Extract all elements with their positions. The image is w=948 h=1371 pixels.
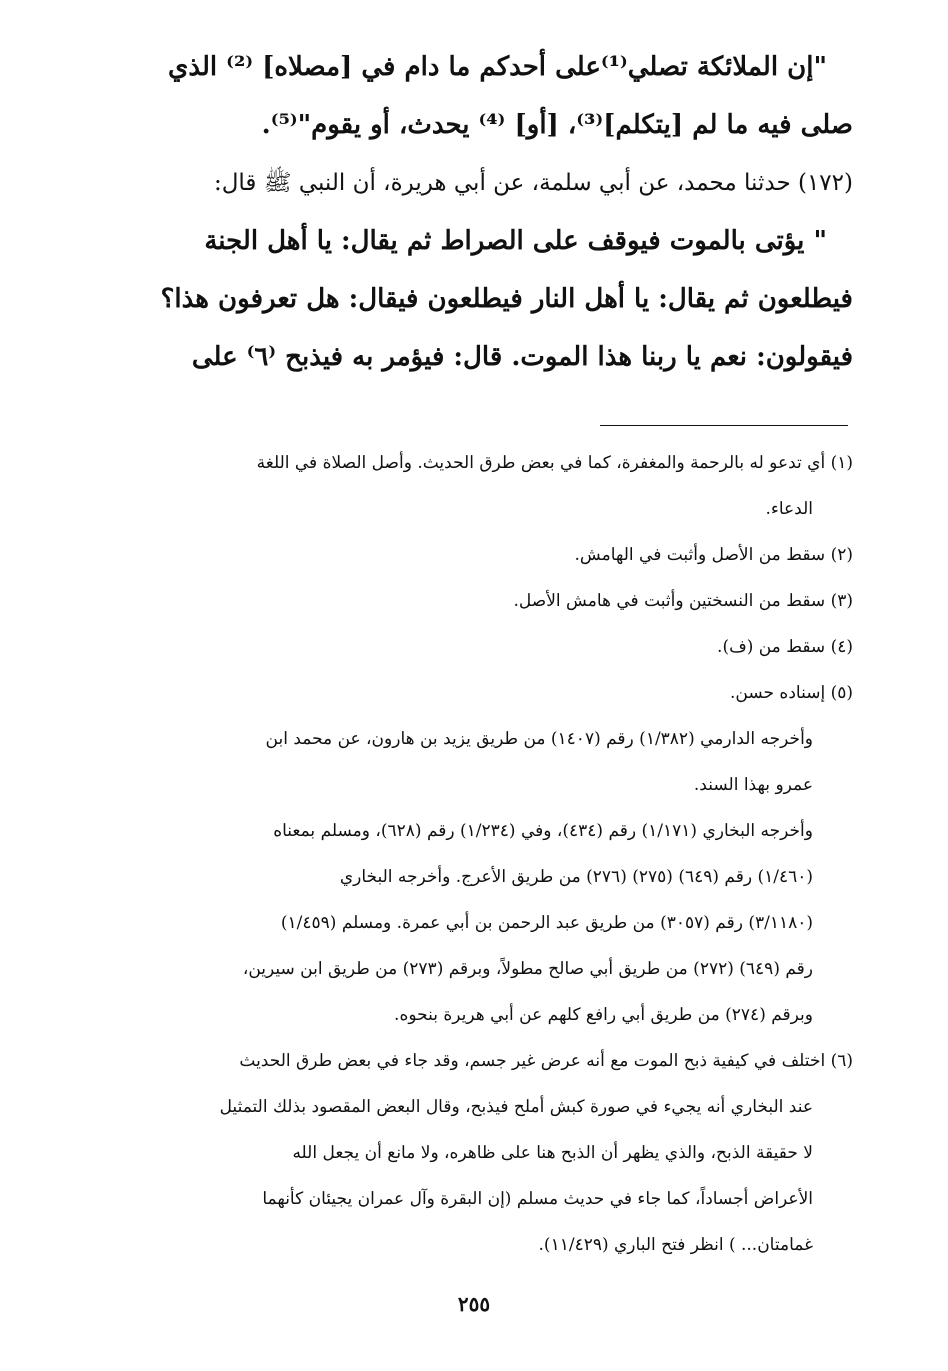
footnote-5-bukhari-cont-3: رقم (٦٤٩) (٢٧٢) من طريق أبي صالح مطولاً، وبرقم (٢٧٣) من طريق ابن سيرين،: [242, 959, 813, 979]
footnote-2: (٢) سقط من الأصل وأثبت في الهامش.: [574, 545, 853, 565]
hadith-line-4: " يؤتى بالموت فيوقف على الصراط ثم يقال: يا أهل الجنة: [204, 226, 827, 256]
hadith-line-2: صلى فيه ما لم [يتكلم]⁽³⁾، [أو] ⁽⁴⁾ يحدث، أو يقوم"⁽⁵⁾.: [261, 110, 853, 140]
hadith-line-5: فيطلعون ثم يقال: يا أهل النار فيطلعون فيقال: هل تعرفون هذا؟: [160, 284, 853, 314]
footnote-6: (٦) اختلف في كيفية ذبح الموت مع أنه عرض غير جسم، وقد جاء في بعض طرق الحديث: [239, 1051, 853, 1071]
hadith-text: [113, 38, 853, 386]
footnote-5-bukhari: وأخرجه البخاري (١/١٧١) رقم (٤٣٤)، وفي (١/٢٣٤) رقم (٦٢٨)، ومسلم بمعناه: [273, 821, 813, 841]
footnote-1: (١) أي تدعو له بالرحمة والمغفرة، كما في بعض طرق الحديث. وأصل الصلاة في اللغة: [256, 453, 853, 473]
footnote-3: (٣) سقط من النسختين وأثبت في هامش الأصل.: [513, 591, 853, 611]
footnote-1-cont: الدعاء.: [765, 499, 813, 519]
page-number: ٢٥٥: [457, 1292, 491, 1316]
footnote-6-cont-4: غمامتان... ) انظر فتح الباري (١١/٤٢٩).: [538, 1235, 813, 1255]
footnote-separator: [600, 425, 848, 426]
hadith-line-6: فيقولون: نعم يا ربنا هذا الموت. قال: فيؤمر به فيذبح ⁽٦⁾ على: [191, 342, 853, 372]
footnotes: [113, 440, 853, 1268]
footnote-6-cont-1: عند البخاري أنه يجيء في صورة كبش أملح فيذبح، وقال البعض المقصود بذلك التمثيل: [219, 1097, 813, 1117]
footnote-5-bukhari-cont-4: وبرقم (٢٧٤) من طريق أبي رافع كلهم عن أبي هريرة بنحوه.: [394, 1005, 813, 1025]
hadith-172-chain: (١٧٢) حدثنا محمد، عن أبي سلمة، عن أبي هريرة، أن النبي ﷺ قال:: [213, 170, 853, 196]
footnote-4: (٤) سقط من (ف).: [717, 637, 853, 657]
footnote-6-cont-3: الأعراض أجساداً، كما جاء في حديث مسلم (إن البقرة وآل عمران يجيئان كأنهما: [262, 1189, 813, 1209]
footnote-5-bukhari-cont-2: (٣/١١٨٠) رقم (٣٠٥٧) من طريق عبد الرحمن بن أبي عمرة. ومسلم (١/٤٥٩): [280, 913, 813, 933]
footnote-5: (٥) إسناده حسن.: [730, 683, 853, 703]
footnote-5-darimi: وأخرجه الدارمي (١/٣٨٢) رقم (١٤٠٧) من طريق يزيد بن هارون، عن محمد ابن: [265, 729, 813, 749]
footnote-6-cont-2: لا حقيقة الذبح، والذي يظهر أن الذبح هنا على ظاهره، ولا مانع أن يجعل الله: [292, 1143, 813, 1163]
footnote-5-bukhari-cont-1: (١/٤٦٠) رقم (٦٤٩) (٢٧٥) (٢٧٦) من طريق الأعرج. وأخرجه البخاري: [339, 867, 813, 887]
footnote-5-darimi-cont: عمرو بهذا السند.: [693, 775, 813, 795]
hadith-line-1: "إن الملائكة تصلي⁽¹⁾على أحدكم ما دام في [مصلاه] ⁽²⁾ الذي: [167, 52, 827, 82]
